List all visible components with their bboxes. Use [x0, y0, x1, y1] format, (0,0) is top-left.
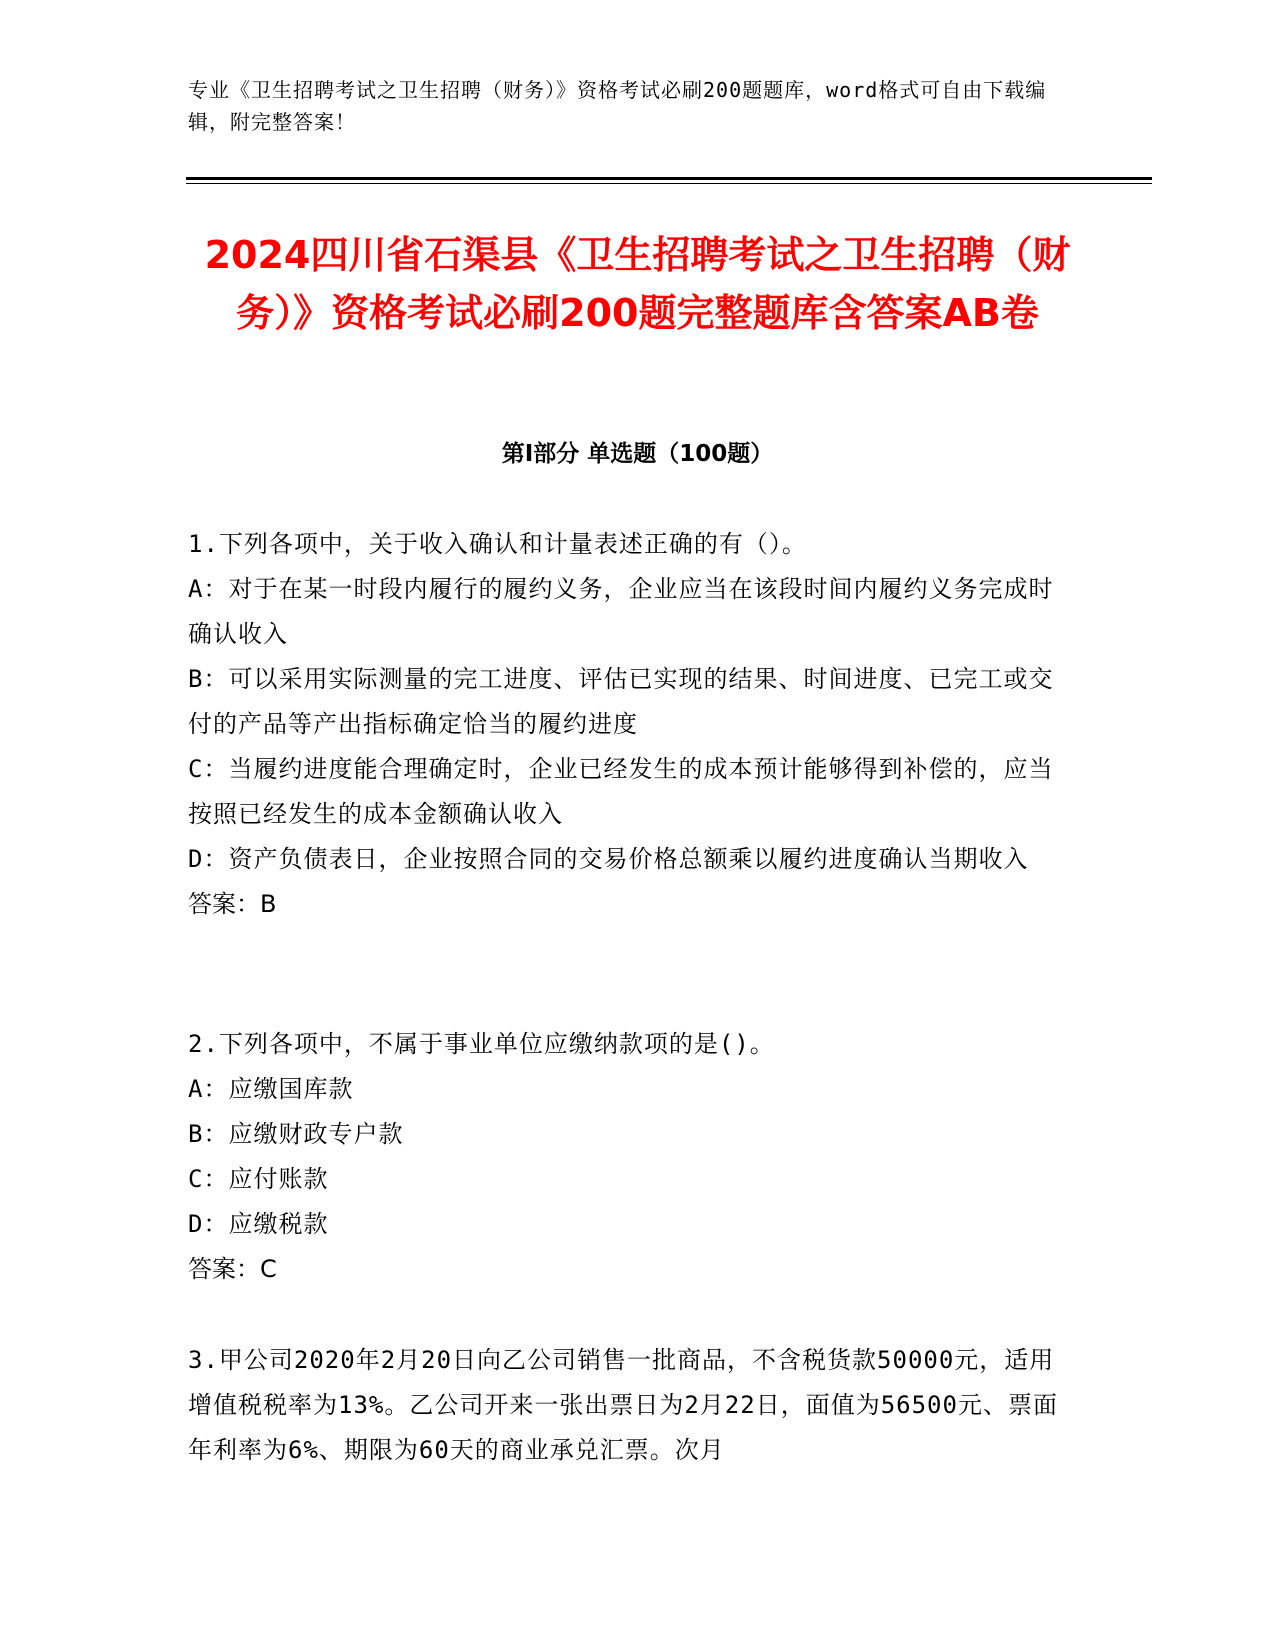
document-title: 2024四川省石渠县《卫生招聘考试之卫生招聘（财务）》资格考试必刷200题完整题库含答案AB卷 [204, 233, 1071, 335]
option-b: B：可以采用实际测量的完工进度、评估已实现的结果、时间进度、已完工或交付的产品等产出指标确定恰当的履约进度 [188, 665, 1054, 738]
option-c: C：应付账款 [188, 1165, 329, 1193]
answer-line: 答案：C [188, 1255, 277, 1283]
question-stem: 2.下列各项中，不属于事业单位应缴纳款项的是()。 [188, 1030, 775, 1058]
question-3 [188, 1338, 1068, 1473]
option-a: A：应缴国库款 [188, 1075, 354, 1103]
option-d: D：资产负债表日，企业按照合同的交易价格总额乘以履约进度确认当期收入 [188, 845, 1029, 873]
answer-line: 答案：B [188, 890, 277, 918]
option-c: C：当履约进度能合理确定时，企业已经发生的成本预计能够得到补偿的，应当按照已经发生的成本金额确认收入 [188, 755, 1054, 828]
option-a: A：对于在某一时段内履行的履约义务，企业应当在该段时间内履约义务完成时确认收入 [188, 575, 1054, 648]
section-heading: 第Ⅰ部分 单选题（100题） [501, 441, 774, 467]
header-divider-thick [186, 177, 1152, 180]
option-b: B：应缴财政专户款 [188, 1120, 404, 1148]
question-stem: 1.下列各项中，关于收入确认和计量表述正确的有（）。 [188, 530, 807, 558]
document-header-note: 专业《卫生招聘考试之卫生招聘（财务）》资格考试必刷200题题库，word格式可自由下载编辑，附完整答案！ [188, 78, 1047, 134]
option-d: D：应缴税款 [188, 1210, 329, 1238]
question-2 [188, 1022, 1068, 1292]
question-1 [188, 522, 1068, 927]
question-stem: 3.甲公司2020年2月20日向乙公司销售一批商品，不含税货款50000元，适用增值税税率为13%。乙公司开来一张出票日为2月22日，面值为56500元、票面年利率为6%、期限为60天的商业承兑汇票。次月 [188, 1346, 1058, 1464]
header-divider-thin [186, 183, 1152, 184]
